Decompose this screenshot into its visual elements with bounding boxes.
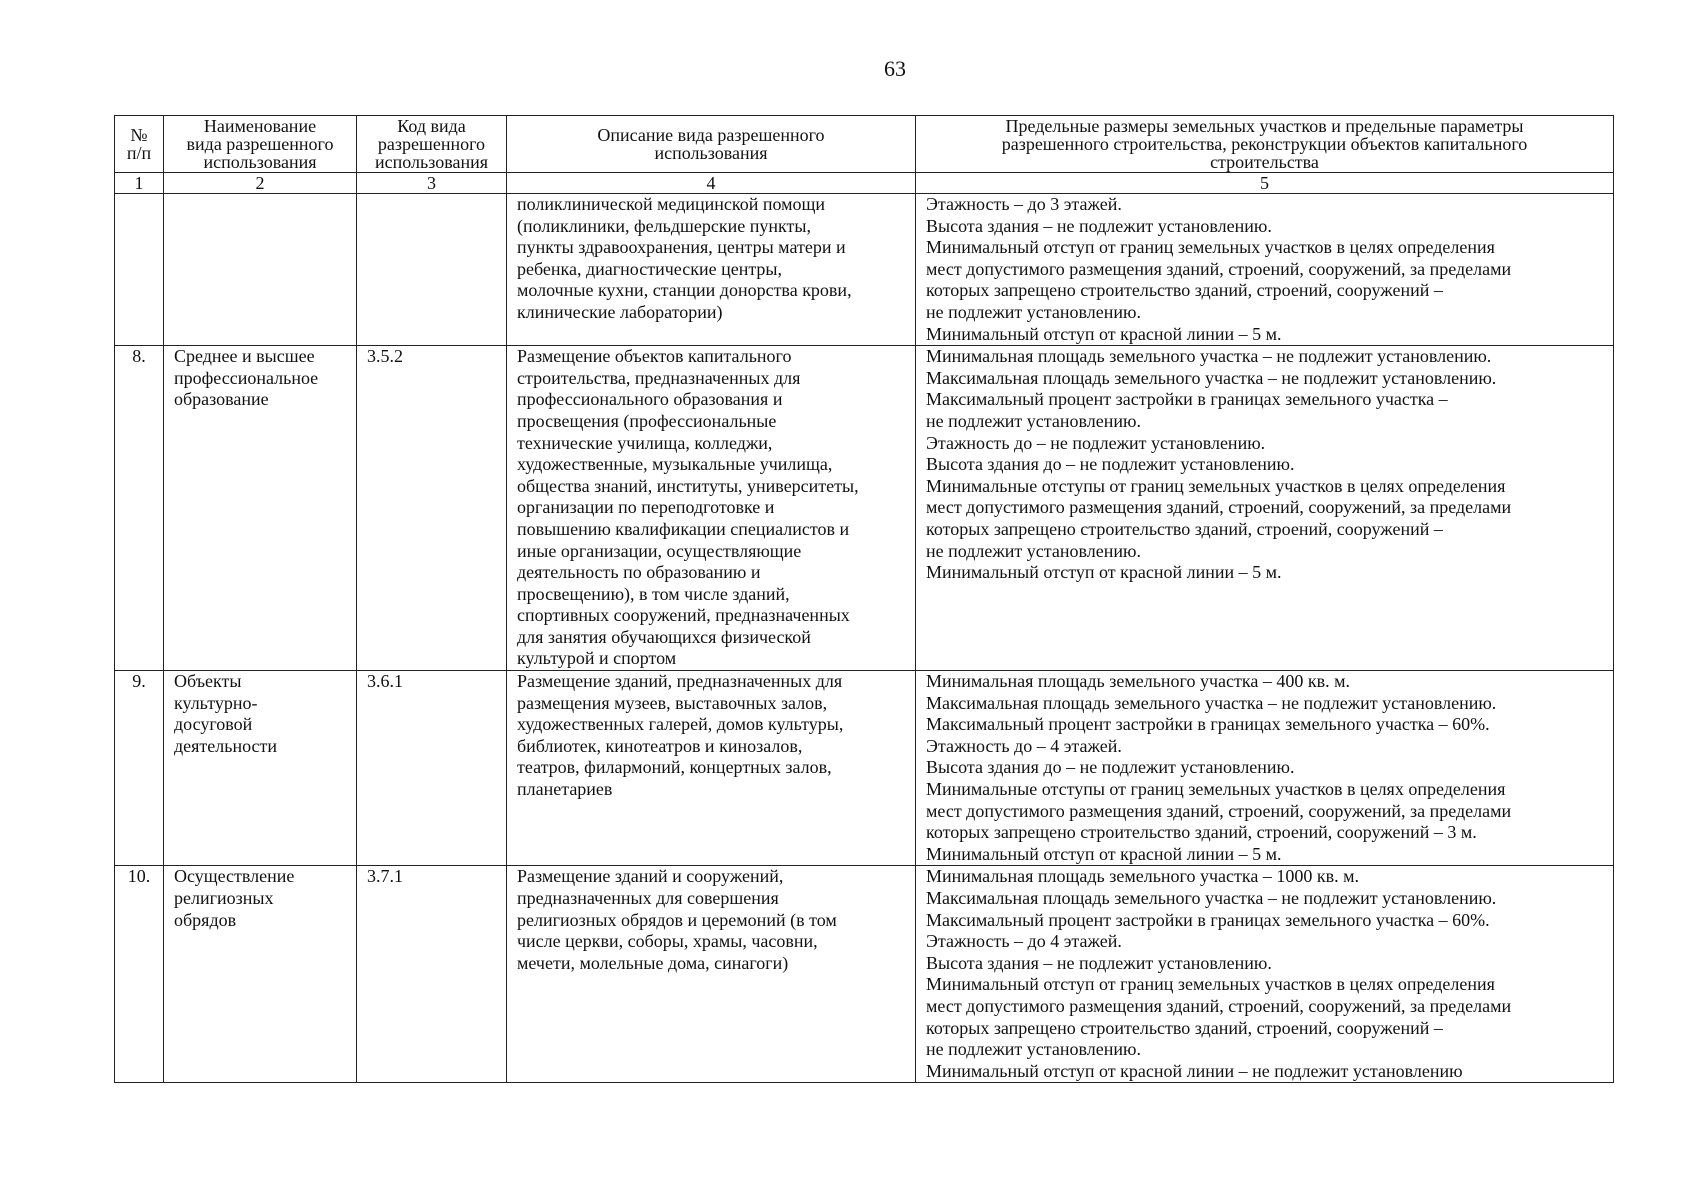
column-number-row xyxy=(115,173,1614,194)
header-number: № п/п xyxy=(115,116,164,173)
row-description: Размещение объектов капитального строительства, предназначенных для профессионального образования и просвещения (профессиональные технические училища, колледжи, художественные, музыкальные училища, общества знаний, институты, университеты, организации по переподготовке и повышению квалификации специалистов и иные организации, осуществляющие деятельность по образованию и просвещению), в том числе зданий, спортивных сооружений, предназначенных для занятия обучающихся физической культурой и спортом xyxy=(507,346,916,671)
row-use-name xyxy=(164,194,357,346)
row-number: 10. xyxy=(115,866,164,1083)
table-row xyxy=(115,671,1614,866)
header-parameters: Предельные размеры земельных участков и предельные параметры разрешенного строительства, реконструкции объектов капитального строительства xyxy=(916,116,1614,173)
column-number: 4 xyxy=(507,173,916,194)
column-number: 1 xyxy=(115,173,164,194)
row-number: 8. xyxy=(115,346,164,671)
row-use-code: 3.7.1 xyxy=(357,866,507,1083)
column-number: 5 xyxy=(916,173,1614,194)
header-use-code: Код вида разрешенного использования xyxy=(357,116,507,173)
table-row xyxy=(115,866,1614,1083)
column-number: 2 xyxy=(164,173,357,194)
table-row xyxy=(115,194,1614,346)
row-use-name: Осуществление религиозных обрядов xyxy=(164,866,357,1083)
row-use-name: Среднее и высшее профессиональное образование xyxy=(164,346,357,671)
table-row xyxy=(115,346,1614,671)
row-use-name: Объекты культурно- досуговой деятельности xyxy=(164,671,357,866)
row-use-code: 3.5.2 xyxy=(357,346,507,671)
row-number xyxy=(115,194,164,346)
row-parameters: Минимальная площадь земельного участка – не подлежит установлению. Максимальная площадь земельного участка – не подлежит установлению. Максимальный процент застройки в границах земельного участка – не подлежит установлению. Этажность до – не подлежит установлению. Высота здания до – не подлежит установлению. Минимальные отступы от границ земельных участков в целях определения мест допустимого размещения зданий, строений, сооружений, за пределами которых запрещено строительство зданий, строений, сооружений – не подлежит установлению. Минимальный отступ от красной линии – 5 м. xyxy=(916,346,1614,671)
row-description: поликлинической медицинской помощи (поликлиники, фельдшерские пункты, пункты здравоохранения, центры матери и ребенка, диагностические центры, молочные кухни, станции донорства крови, клинические лаборатории) xyxy=(507,194,916,346)
header-use-description: Описание вида разрешенного использования xyxy=(507,116,916,173)
row-parameters: Минимальная площадь земельного участка – 1000 кв. м. Максимальная площадь земельного участка – не подлежит установлению. Максимальный процент застройки в границах земельного участка – 60%. Этажность – до 4 этажей. Высота здания – не подлежит установлению. Минимальный отступ от границ земельных участков в целях определения мест допустимого размещения зданий, строений, сооружений, за пределами которых запрещено строительство зданий, строений, сооружений – не подлежит установлению. Минимальный отступ от красной линии – не подлежит установлению xyxy=(916,866,1614,1083)
row-use-code: 3.6.1 xyxy=(357,671,507,866)
page-number: 63 xyxy=(884,56,906,81)
row-description: Размещение зданий и сооружений, предназначенных для совершения религиозных обрядов и церемоний (в том числе церкви, соборы, храмы, часовни, мечети, молельные дома, синагоги) xyxy=(507,866,916,1083)
row-description: Размещение зданий, предназначенных для размещения музеев, выставочных залов, художественных галерей, домов культуры, библиотек, кинотеатров и кинозалов, театров, филармоний, концертных залов, планетариев xyxy=(507,671,916,866)
regulations-table xyxy=(114,115,1614,1083)
header-use-name: Наименование вида разрешенного использования xyxy=(164,116,357,173)
row-number: 9. xyxy=(115,671,164,866)
column-number: 3 xyxy=(357,173,507,194)
table-header-row xyxy=(115,116,1614,173)
row-use-code xyxy=(357,194,507,346)
row-parameters: Этажность – до 3 этажей. Высота здания – не подлежит установлению. Минимальный отступ от границ земельных участков в целях определения мест допустимого размещения зданий, строений, сооружений, за пределами которых запрещено строительство зданий, строений, сооружений – не подлежит установлению. Минимальный отступ от красной линии – 5 м. xyxy=(916,194,1614,346)
row-parameters: Минимальная площадь земельного участка – 400 кв. м. Максимальная площадь земельного участка – не подлежит установлению. Максимальный процент застройки в границах земельного участка – 60%. Этажность до – 4 этажей. Высота здания до – не подлежит установлению. Минимальные отступы от границ земельных участков в целях определения мест допустимого размещения зданий, строений, сооружений, за пределами которых запрещено строительство зданий, строений, сооружений – 3 м. Минимальный отступ от красной линии – 5 м. xyxy=(916,671,1614,866)
